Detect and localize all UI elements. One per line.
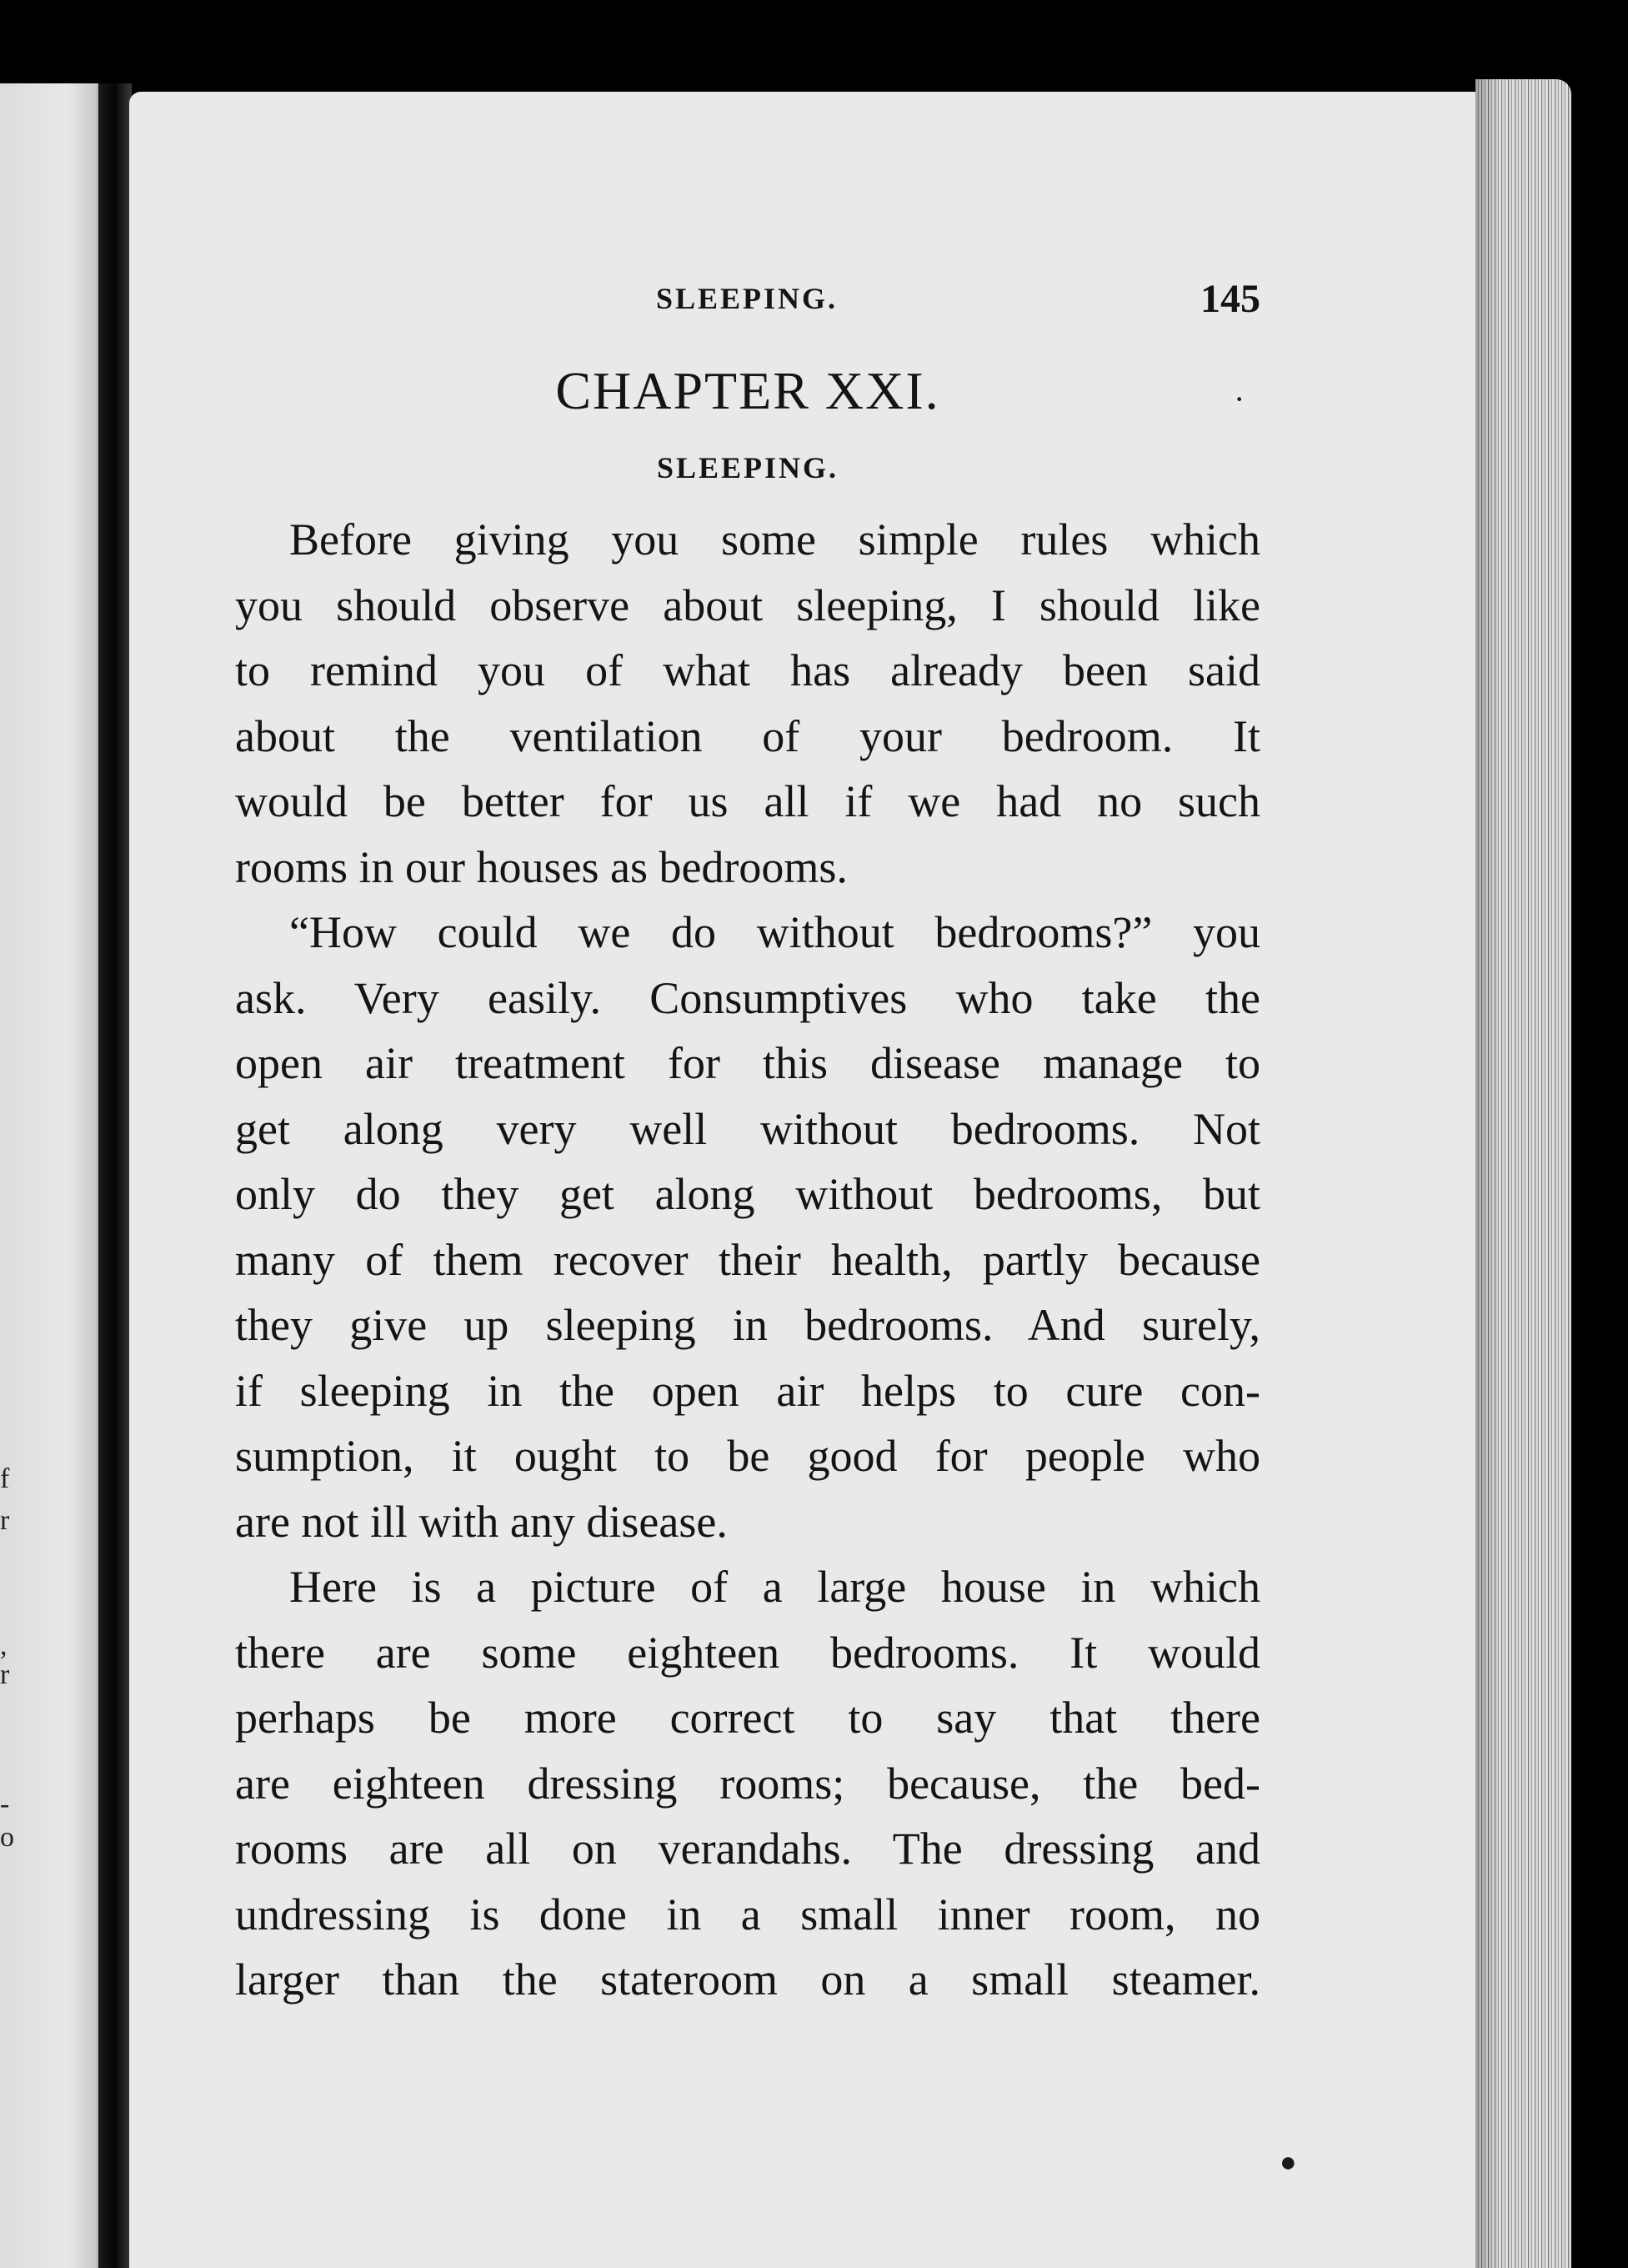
- previous-page-fragment: r: [0, 1659, 10, 1690]
- previous-page-fragment: r: [0, 1505, 10, 1536]
- paragraph-3: [235, 1554, 1260, 2013]
- speck-mark: ·: [1234, 380, 1245, 418]
- text-line: rooms in our houses as bedrooms.: [235, 841, 848, 892]
- text-line: are eighteen dressing rooms; because, the bed-: [235, 1758, 1260, 1809]
- previous-page-fragment: ,: [0, 1630, 8, 1661]
- text-line: there are some eighteen bedrooms. It would: [235, 1627, 1260, 1678]
- text-line: many of them recover their health, partly because: [235, 1234, 1260, 1285]
- page-number: 145: [1200, 277, 1260, 321]
- page-edges-shadow: [1475, 79, 1500, 2268]
- chapter-subtitle: SLEEPING.: [656, 451, 839, 484]
- previous-page-fragment: o: [0, 1822, 14, 1853]
- text-line: larger than the stateroom on a small steamer.: [235, 1954, 1260, 2005]
- text-line: about the ventilation of your bedroom. It: [235, 710, 1260, 761]
- text-line: Before giving you some simple rules which: [289, 514, 1260, 564]
- text-line: only do they get along without bedrooms, but: [235, 1169, 1260, 1219]
- text-line: to remind you of what has already been said: [235, 645, 1260, 695]
- text-line: undressing is done in a small inner room, no: [235, 1889, 1260, 1939]
- text-line: ask. Very easily. Consumptives who take the: [235, 972, 1260, 1023]
- text-line: you should observe about sleeping, I should like: [235, 580, 1260, 630]
- body-text: [235, 507, 1260, 2013]
- paragraph-1: [235, 507, 1260, 900]
- text-line: rooms are all on verandahs. The dressing and: [235, 1824, 1260, 1874]
- chapter-title: CHAPTER XXI.: [555, 361, 940, 420]
- running-head: [235, 277, 1260, 331]
- previous-page-edge: [0, 83, 113, 2268]
- text-line: they give up sleeping in bedrooms. And surely,: [235, 1300, 1260, 1350]
- text-line: would be better for us all if we had no such: [235, 776, 1260, 826]
- text-line: get along very well without bedrooms. Not: [235, 1103, 1260, 1154]
- text-line: if sleeping in the open air helps to cure con-: [235, 1365, 1260, 1416]
- text-line: are not ill with any disease.: [235, 1496, 728, 1547]
- book-gutter: [98, 83, 132, 2268]
- speck-mark: ●: [1280, 2147, 1297, 2178]
- text-line: Here is a picture of a large house in which: [289, 1562, 1260, 1612]
- previous-page-fragment: -: [0, 1789, 10, 1819]
- previous-page-fragment: f: [0, 1463, 10, 1494]
- running-head-title: SLEEPING.: [656, 282, 839, 315]
- text-line: sumption, it ought to be good for people who: [235, 1431, 1260, 1481]
- text-line: “How could we do without bedrooms?” you: [289, 907, 1260, 957]
- text-line: perhaps be more correct to say that there: [235, 1693, 1260, 1743]
- text-line: open air treatment for this disease manage to: [235, 1038, 1260, 1088]
- paragraph-2: [235, 900, 1260, 1554]
